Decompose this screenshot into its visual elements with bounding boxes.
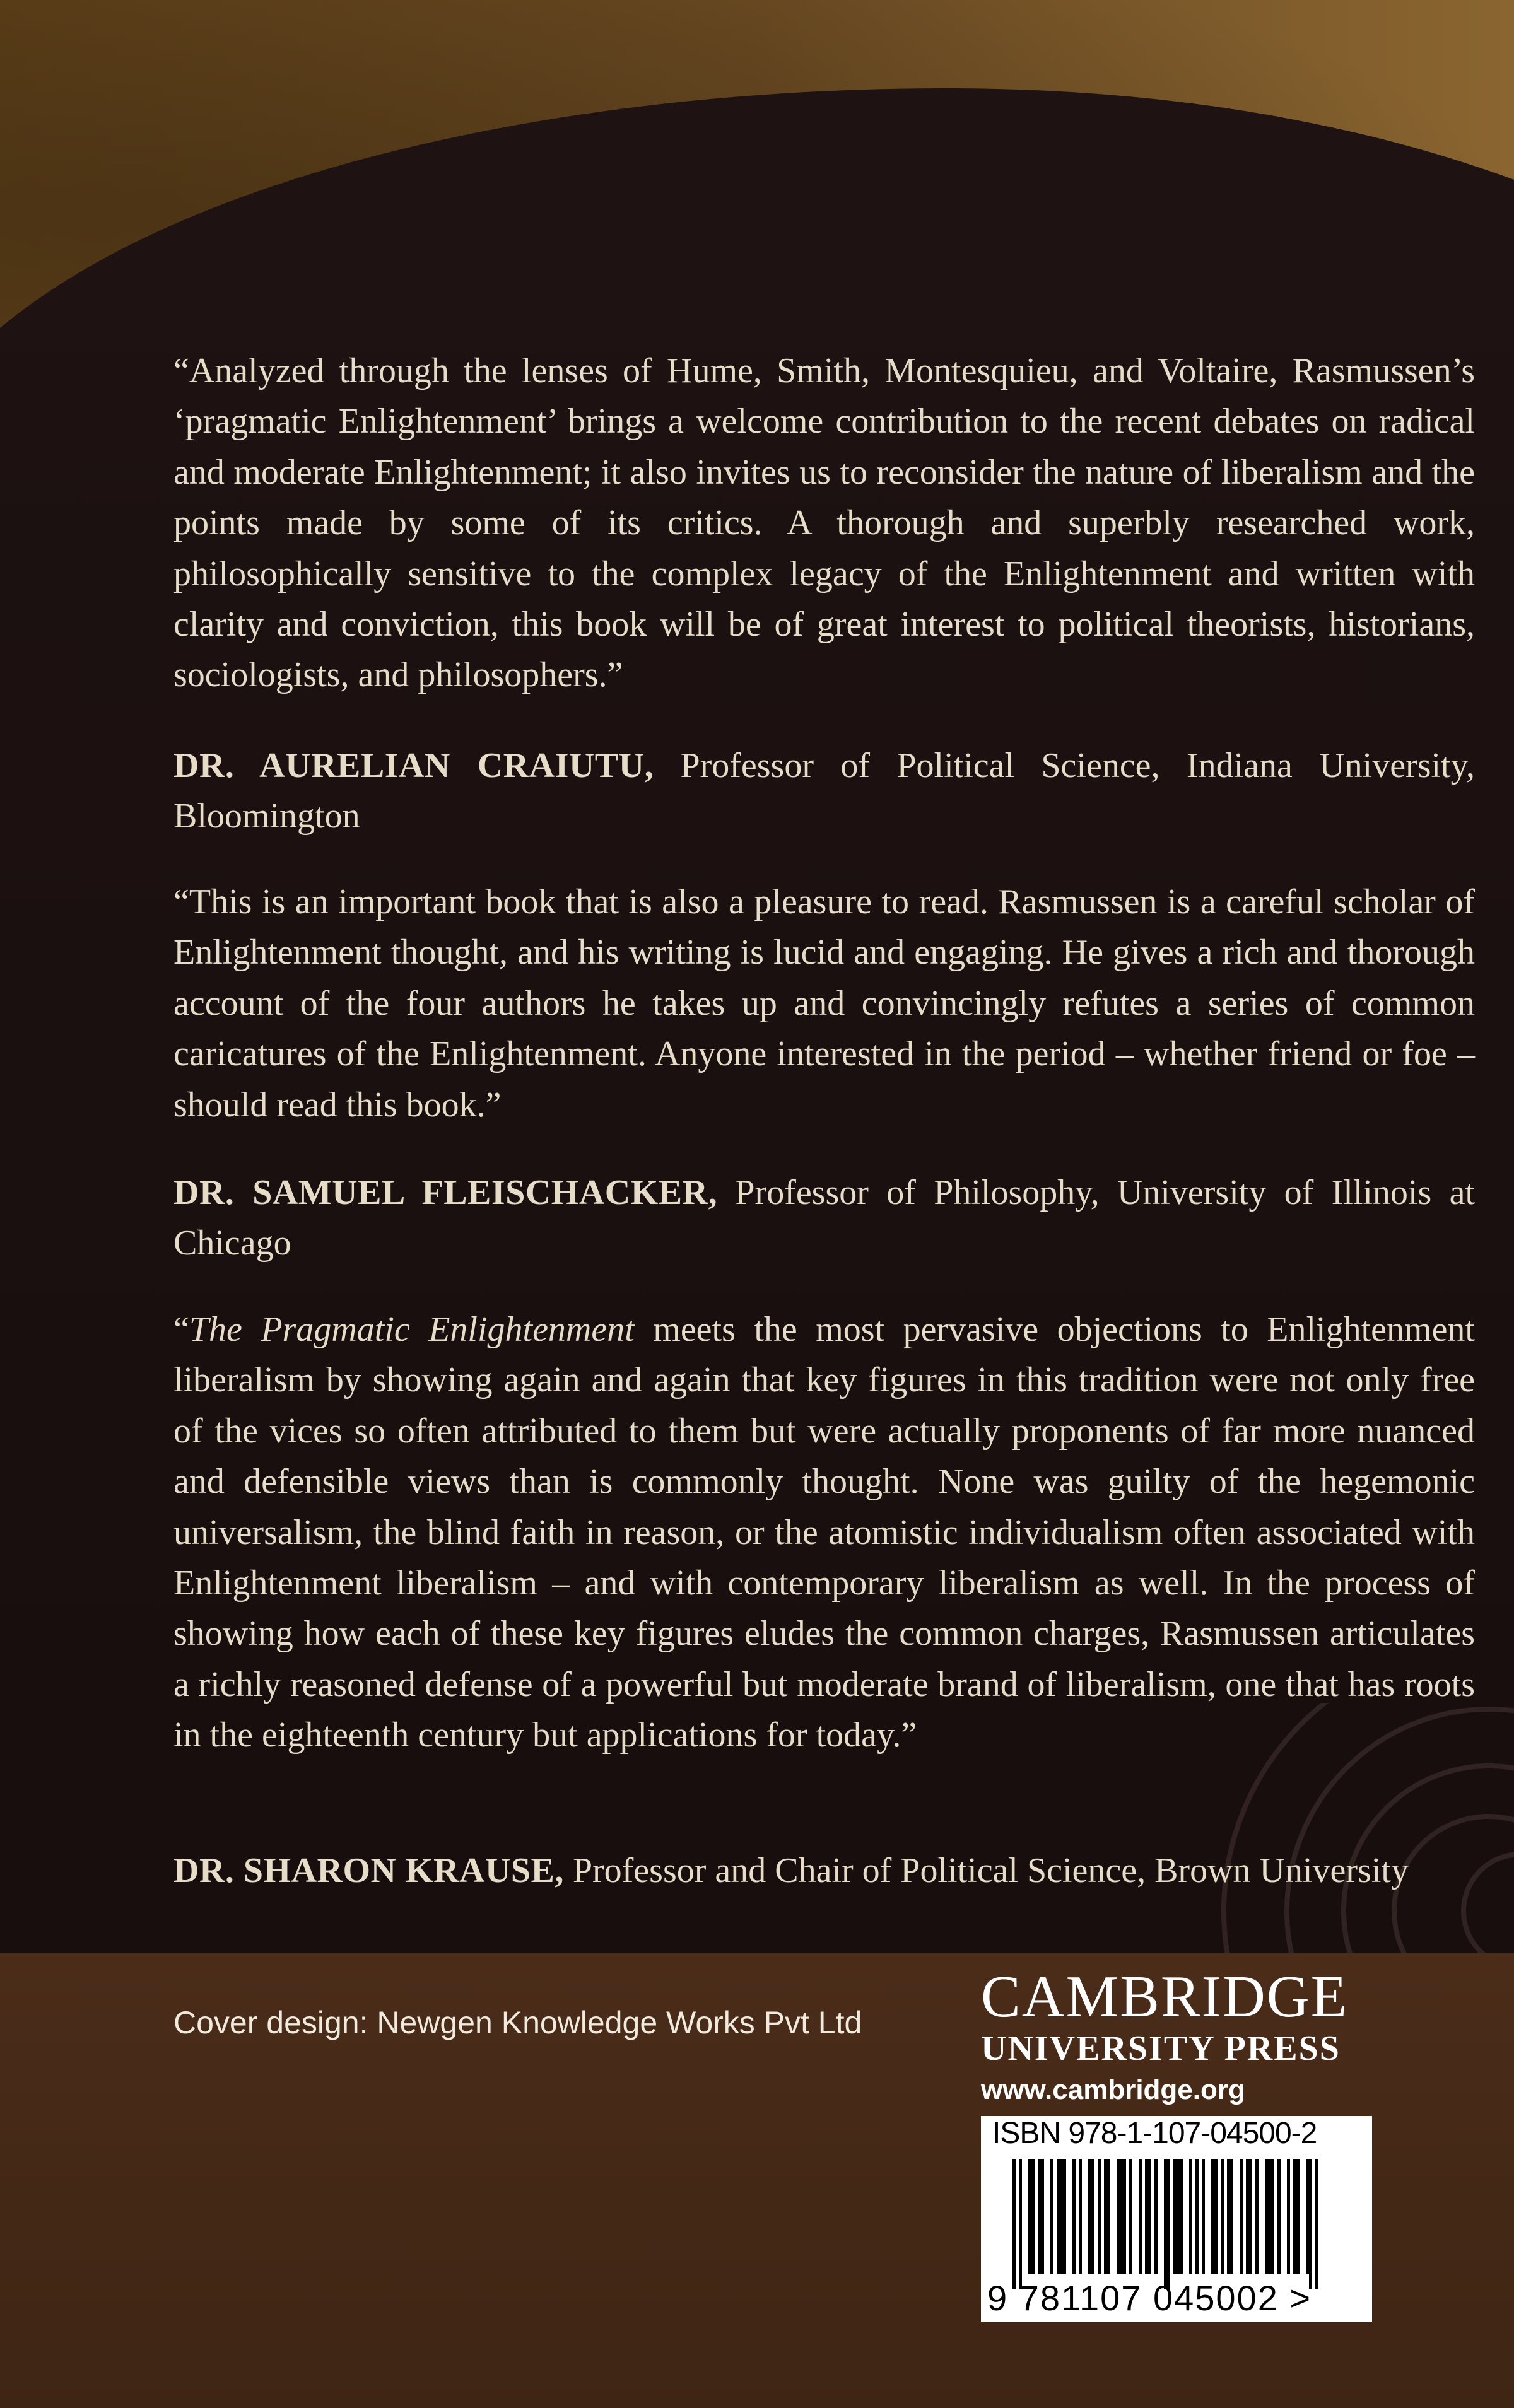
endorser-name: DR. SHARON KRAUSE, <box>173 1851 564 1890</box>
barcode-bar <box>1072 2159 1076 2274</box>
quote-body: meets the most pervasive objections to Enlightenment liberalism by showing again and again that key figures in this tradition were not only free of the vices so often attributed to them but were actually proponents of far more nuanced and defensible views than is commonly thought. None was guilty of the hegemonic universalism, the blind faith in reason, or the atomistic individualism often associated with Enlightenment liberalism – and with contemporary liberalism as well. In the process of showing how each of these key figures eludes the common charges, Rasmussen articulates a richly reasoned defense of a powerful but moderate brand of liberalism, one that has roots in the eighteenth century but applications for today.” <box>173 1310 1475 1755</box>
barcode-bar <box>1240 2159 1243 2274</box>
endorsement-quote-3 <box>173 1304 1475 1761</box>
barcode-bar <box>1145 2159 1148 2274</box>
book-title: The Pragmatic Enlightenment <box>189 1310 635 1349</box>
barcode-bar <box>1038 2159 1041 2274</box>
barcode-bar <box>1230 2159 1233 2274</box>
barcode-bar <box>1091 2159 1094 2274</box>
barcode-bar <box>1088 2159 1091 2274</box>
barcode-bar <box>1271 2159 1274 2274</box>
barcode-bar <box>1148 2159 1151 2274</box>
barcode-bar <box>1104 2159 1107 2274</box>
top-decorative-band <box>0 0 1514 353</box>
endorser-affiliation: Professor and Chair of Political Science, Brown University <box>572 1851 1409 1890</box>
endorser-name: DR. SAMUEL FLEISCHACKER, <box>173 1173 718 1212</box>
barcode-bar <box>1268 2159 1271 2274</box>
barcode-bar <box>1123 2159 1126 2274</box>
publisher-url: www.cambridge.org <box>981 2074 1245 2105</box>
isbn-barcode <box>981 2116 1372 2322</box>
endorsement-attribution-1 <box>173 740 1475 842</box>
barcode-bar <box>1309 2159 1312 2289</box>
barcode-bar <box>1287 2159 1290 2274</box>
barcode-bar <box>1202 2159 1205 2274</box>
barcode-bar <box>1315 2159 1318 2289</box>
barcode-bar <box>1246 2159 1249 2274</box>
barcode-bar <box>1063 2159 1066 2274</box>
endorsement-attribution-2 <box>173 1167 1475 1269</box>
publisher-subtitle: UNIVERSITY PRESS <box>981 2029 1341 2068</box>
barcode-bar <box>1154 2159 1158 2274</box>
barcode-bar <box>1265 2159 1268 2274</box>
barcode-bar <box>1028 2159 1031 2274</box>
barcode-bar <box>1227 2159 1230 2274</box>
barcode-bar <box>1249 2159 1252 2274</box>
barcode-bar <box>1050 2159 1053 2274</box>
barcode-bar <box>1177 2159 1180 2274</box>
publisher-name: CAMBRIDGE <box>981 1964 1349 2030</box>
barcode-bar <box>1180 2159 1183 2274</box>
barcode-bar <box>1164 2159 1167 2289</box>
barcode-bar <box>1173 2159 1177 2274</box>
barcode-bar <box>1221 2159 1224 2274</box>
barcode-bar <box>1129 2159 1132 2274</box>
barcode-bar <box>1117 2159 1120 2274</box>
ean-digits: 9 781107 045002 > <box>987 2278 1312 2318</box>
barcode-bar <box>1214 2159 1218 2274</box>
endorser-name: DR. AURELIAN CRAIUTU, <box>173 746 654 785</box>
barcode-bar <box>1211 2159 1214 2274</box>
barcode-bar <box>1079 2159 1082 2274</box>
barcode-bar <box>1296 2159 1300 2274</box>
barcode-bar <box>1057 2159 1060 2274</box>
endorsement-quote-1: “Analyzed through the lenses of Hume, Smith, Montesquieu, and Voltaire, Rasmussen’s ‘pragmatic Enlightenment’ brings a welcome contribution to the recent debates on radical and moderate Enlightenment; it also invites us to reconsider the nature of liberalism and the points made by some of its critics. A thorough and superbly researched work, philosophically sensitive to the complex legacy of the Enlightenment and written with clarity and conviction, this book will be of great interest to political theorists, historians, sociologists, and philosophers.” <box>173 351 1475 695</box>
endorsement-attribution-3 <box>173 1845 1475 1896</box>
barcode-bar <box>1120 2159 1123 2274</box>
barcode-bar <box>1031 2159 1035 2274</box>
endorser-affiliation: Professor of Philosophy, University of Illinois at Chicago <box>173 1173 1476 1263</box>
barcode-bar <box>1019 2159 1022 2289</box>
barcode-bar <box>1139 2159 1142 2274</box>
barcode-bar <box>1167 2159 1170 2289</box>
barcode-bar <box>1189 2159 1192 2274</box>
barcode-bar <box>1012 2159 1016 2289</box>
cover-design-credit: Cover design: Newgen Knowledge Works Pvt Ltd <box>173 2005 862 2040</box>
publisher-logo <box>981 1965 1372 2109</box>
barcode-bar <box>1277 2159 1281 2274</box>
barcode-bar <box>1041 2159 1044 2274</box>
barcode-bar <box>1255 2159 1259 2274</box>
open-quote-mark: “ <box>173 1310 189 1349</box>
barcode-bar <box>1306 2159 1309 2274</box>
barcode-bar <box>1195 2159 1199 2274</box>
isbn-label: ISBN 978-1-107-04500-2 <box>992 2117 1317 2150</box>
barcode-bar <box>1107 2159 1110 2274</box>
endorser-affiliation: Professor of Political Science, Indiana University, Bloomington <box>173 746 1475 836</box>
barcode-bar <box>1098 2159 1101 2274</box>
barcode-bar <box>1060 2159 1063 2274</box>
barcode-bar <box>1293 2159 1296 2274</box>
endorsement-quote-2: “This is an important book that is also a pleasure to read. Rasmussen is a careful scholar of Enlightenment thought, and his writing is lucid and engaging. He gives a rich and thorough account of the four authors he takes up and convincingly refutes a series of common caricatures of the Enlightenment. Anyone interested in the period – whether friend or foe – should read this book.” <box>173 882 1475 1125</box>
